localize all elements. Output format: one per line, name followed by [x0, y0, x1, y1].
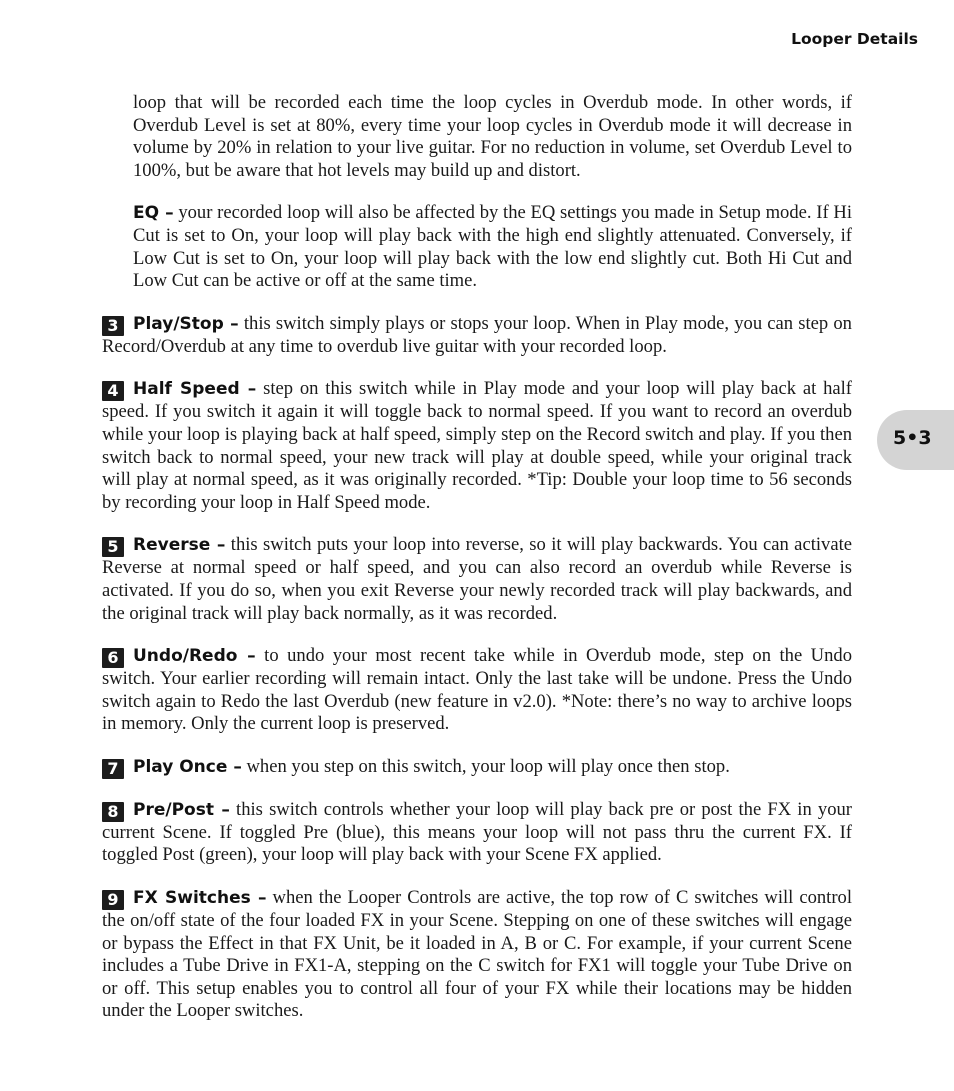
item-label: Undo/Redo –	[133, 646, 256, 667]
item-undo-redo	[102, 645, 852, 736]
number-badge-9: 9	[102, 890, 124, 910]
page-header-title: Looper Details	[791, 30, 918, 48]
item-body: this switch puts your loop into reverse, so it will play backwards. You can activate Reverse at normal speed or half speed, and you can also record an overdub while Reverse is activated. If you do so, when you exit Reverse your newly recorded track will play backwards, and the original track will play back normally, as it was recorded.	[102, 534, 852, 624]
item-label: Play Once –	[133, 756, 242, 777]
item-body: this switch simply plays or stops your loop. When in Play mode, you can step on Record/Overdub at any time to overdub live guitar with your recorded loop.	[102, 312, 852, 357]
item-reverse	[102, 534, 852, 625]
number-badge-8: 8	[102, 802, 124, 822]
eq-paragraph	[133, 202, 852, 292]
item-label: Reverse –	[133, 535, 226, 556]
page-number-tab	[877, 410, 954, 470]
document-body	[102, 92, 852, 1043]
item-body: step on this switch while in Play mode and your loop will play back at half speed. If you switch it again it will toggle back to normal speed. If you want to record an overdub while your loop is playing back at half speed, simply step on the Record switch and play. If you then switch back to normal speed, your new track will play at double speed, while your original track will play at normal speed, as it was originally recorded. *Tip: Double your loop time to 56 seconds by recording your loop in Half Speed mode.	[102, 378, 852, 513]
overdub-level-paragraph: loop that will be recorded each time the loop cycles in Overdub mode. In other words, if Overdub Level is set at 80%, every time your loop cycles in Overdub mode it will decrease in volume by 20% in relation to your live guitar. For no reduction in volume, set Overdub Level to 100%, but be aware that hot levels may build up and distort.	[133, 92, 852, 181]
item-body: this switch controls whether your loop will play back pre or post the FX in your current Scene. If toggled Pre (blue), this means your loop will not pass thru the current FX. If toggled Post (green), your loop will play back with your Scene FX applied.	[102, 798, 852, 866]
number-badge-3: 3	[102, 316, 124, 336]
number-badge-6: 6	[102, 648, 124, 668]
item-label: Play/Stop –	[133, 313, 239, 334]
number-badge-4: 4	[102, 381, 124, 401]
item-play-stop	[102, 313, 852, 359]
eq-label: EQ –	[133, 203, 174, 224]
item-label: FX Switches –	[133, 888, 267, 909]
item-play-once	[102, 756, 852, 779]
page-number: 5•3	[893, 427, 932, 449]
item-fx-switches	[102, 887, 852, 1023]
number-badge-5: 5	[102, 537, 124, 557]
item-label: Pre/Post –	[133, 799, 230, 820]
item-half-speed	[102, 378, 852, 514]
eq-body: your recorded loop will also be affected by the EQ settings you made in Setup mode. If Hi Cut is set to On, your loop will play back with the high end slightly attenuated. Conversely, if Low Cut is set to On, your loop will play back with the low end slightly cut. Both Hi Cut and Low Cut can be active or off at the same time.	[133, 202, 852, 292]
item-body: when you step on this switch, your loop will play once then stop.	[241, 755, 730, 777]
item-pre-post	[102, 799, 852, 867]
item-body: to undo your most recent take while in Overdub mode, step on the Undo switch. Your earlier recording will remain intact. Only the last take will be undone. Press the Undo switch again to Redo the last Overdub (new feature in v2.0). *Note: there’s no way to archive loops in memory. Only the current loop is preserved.	[102, 645, 852, 735]
number-badge-7: 7	[102, 759, 124, 779]
item-label: Half Speed –	[133, 379, 257, 400]
item-body: when the Looper Controls are active, the top row of C switches will control the on/off state of the four loaded FX in your Scene. Stepping on one of these switches will engage or bypass the Effect in that FX Unit, be it loaded in A, B or C. For example, if your current Scene includes a Tube Drive in FX1-A, stepping on the C switch for FX1 will toggle your Tube Drive on or off. This setup enables you to control all four of your FX while their locations may be hidden under the Looper switches.	[102, 887, 852, 1022]
